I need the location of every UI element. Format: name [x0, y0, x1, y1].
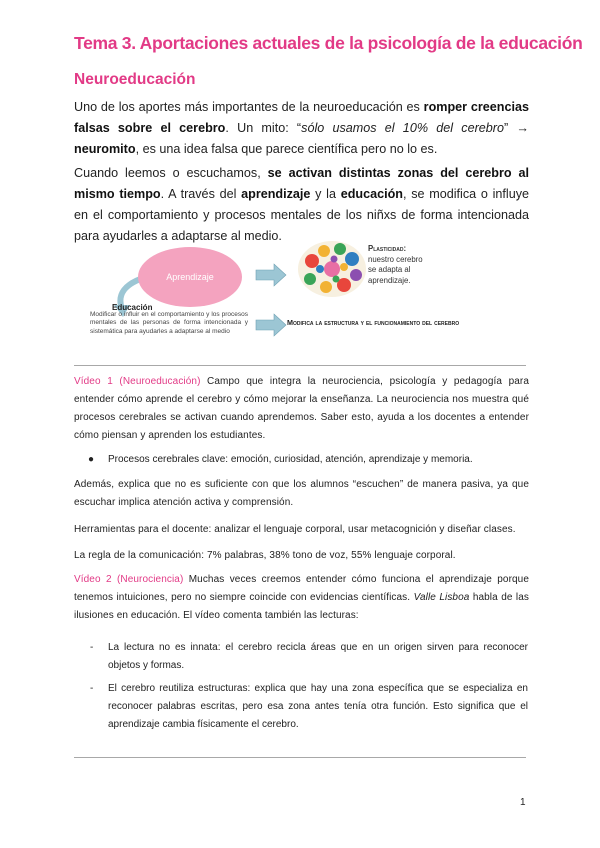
video-2-paragraph: Vídeo 2 (Neurociencia) Muchas veces creemos entender cómo funciona el aprendizaje porque tenemos intuiciones, pero no siempre coincide con evidencias científicas. Valle Lisboa habla de las ilusiones en educación. El vídeo comenta también las lecturas: — [74, 574, 530, 621]
paragraph-neuromito: Uno de los aportes más importantes de la neuroeducación es romper creencias falsas sobre el cerebro. Un mito: “sólo usamos el 10% del cerebro” → neuromito, es una idea falsa que parece científica pero no lo es. — [74, 100, 529, 156]
learning-circle: Aprendizaje — [138, 247, 242, 307]
paragraph-learning: Cuando leemos o escuchamos, se activan distintas zonas del cerebro al mismo tiempo. A través del aprendizaje y la educación, se modifica o influye en el comportamiento y procesos mentales de los niñxs de forma intencionada para ayudarles a adaptarse al medio. — [74, 166, 529, 243]
communication-rule: La regla de la comunicación: 7% palabras, 38% tono de voz, 55% lenguaje corporal. — [74, 550, 456, 561]
learning-diagram — [80, 237, 530, 352]
tools-paragraph: Herramientas para el docente: analizar el lenguaje corporal, usar metacognición y diseñar clases. — [74, 524, 516, 535]
plasticity-note: Plasticidad: nuestro cerebro se adapta al aprendizaje. — [368, 244, 423, 285]
divider — [74, 757, 526, 758]
education-description: Modificar o influir en el comportamiento y los procesos mentales de las personas de forma intencionada y sistemática para ayudarles a adaptarse al medio — [90, 311, 248, 335]
modifica-label: Modifica la estructura y el funcionamiento del cerebro — [287, 318, 460, 327]
arrow-to-modifica-icon — [256, 314, 286, 336]
education-label: Educación — [112, 303, 153, 312]
video-1-paragraph: Vídeo 1 (Neuroeducación) Campo que integra la neurociencia, psicología y pedagogía para entender cómo aprende el cerebro y cómo mejorar la enseñanza. La neurociencia nos muestra qué procesos cerebrales se activan cuando aprendemos. Saber esto, ayuda a los docentes a entender cómo piensan y aprenden los estudiantes. — [74, 376, 529, 441]
additional-paragraph: Además, explica que no es suficiente con que los alumnos “escuchen” de manera pasiva, ya que escuchar implica atención activa y comprensión. — [74, 479, 529, 508]
page-title: Tema 3. Aportaciones actuales de la psicología de la educación — [74, 33, 583, 53]
list-item: - El cerebro reutiliza estructuras: explica que hay una zona específica que se especializa en reconocer palabras escritas, pero esa zona antes tenía otra función. Esto significa que el aprendizaje cambia físicamente el cerebro. — [90, 683, 528, 730]
bullet-icon: ● — [88, 454, 95, 465]
bullet-item: ● Procesos cerebrales clave: emoción, curiosidad, atención, aprendizaje y memoria. — [88, 451, 473, 469]
list-item: - La lectura no es innata: el cerebro recicla áreas que en un origen sirven para reconocer objetos y formas. — [90, 642, 528, 671]
brain-icon — [294, 237, 370, 301]
page-number: 1 — [520, 797, 526, 808]
divider — [74, 365, 526, 366]
section-heading: Neuroeducación — [74, 71, 196, 88]
video-1-label: Vídeo 1 (Neuroeducación) — [74, 376, 201, 387]
video-2-label: Vídeo 2 (Neurociencia) — [74, 574, 184, 585]
arrow-to-brain-icon — [256, 264, 286, 286]
